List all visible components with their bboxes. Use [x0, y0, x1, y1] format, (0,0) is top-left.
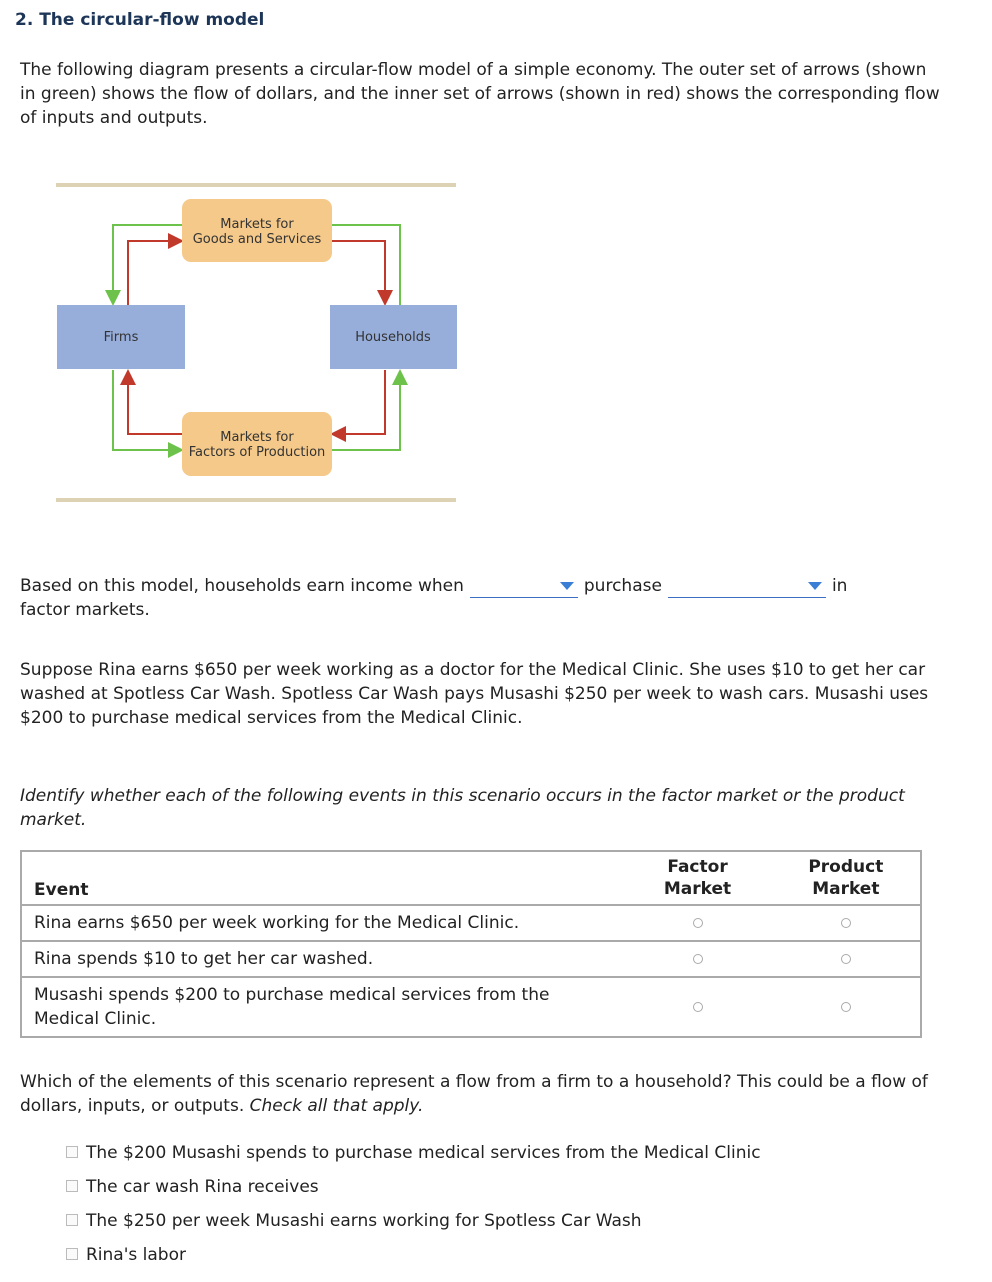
- option-row[interactable]: [66, 1175, 319, 1199]
- product-market-radio[interactable]: [841, 954, 851, 964]
- option-checkbox[interactable]: [66, 1180, 78, 1192]
- red-arrow-households-to-factors: [334, 370, 385, 434]
- flow-question-text: Which of the elements of this scenario represent a flow from a firm to a household? This could be a flow of dollars, inputs, or outputs.: [20, 1072, 928, 1116]
- event-market-table: [20, 850, 922, 1038]
- chevron-down-icon: [560, 582, 574, 590]
- option-row[interactable]: [66, 1243, 186, 1267]
- green-arrow-households-to-goods: [330, 225, 400, 305]
- goods-market-label-2: Goods and Services: [192, 232, 322, 247]
- factor-market-radio[interactable]: [693, 918, 703, 928]
- firms-label: Firms: [103, 330, 139, 345]
- product-market-radio[interactable]: [841, 1002, 851, 1012]
- sentence-part-2: purchase: [583, 576, 662, 596]
- event-column-header: Event: [21, 851, 623, 905]
- product-market-radio[interactable]: [841, 918, 851, 928]
- event-cell: Rina spends $10 to get her car washed.: [21, 941, 623, 977]
- intro-paragraph: The following diagram presents a circular-flow model of a simple economy. The outer set of arrows (shown in green) shows the flow of dollars, and the inner set of arrows (shown in red) shows the corresponding flow of inputs and outputs.: [20, 60, 940, 128]
- event-cell: Rina earns $650 per week working for the Medical Clinic.: [21, 905, 623, 941]
- sentence-part-4: factor markets.: [20, 600, 150, 620]
- table-row: [21, 905, 921, 941]
- sentence-part-1: Based on this model, households earn income when: [20, 576, 464, 596]
- sentence-part-3: in: [831, 576, 848, 596]
- factor-market-column-header: Factor Market: [623, 851, 771, 905]
- scenario-paragraph: Suppose Rina earns $650 per week working as a doctor for the Medical Clinic. She uses $10 to get her car washed at Spotless Car Wash. Spotless Car Wash pays Musashi $250 per week to wash cars. Musashi uses $200 to purchase medical services from the Medical Clinic.: [20, 660, 929, 728]
- red-arrow-firms-to-goods: [128, 241, 180, 305]
- factor-market-radio[interactable]: [693, 1002, 703, 1012]
- option-checkbox[interactable]: [66, 1214, 78, 1226]
- table-header-row: [21, 851, 921, 905]
- fill-in-sentence: [20, 574, 920, 622]
- option-label: The car wash Rina receives: [86, 1177, 319, 1197]
- table-row: [21, 941, 921, 977]
- option-label: The $250 per week Musashi earns working for Spotless Car Wash: [86, 1211, 642, 1231]
- option-label: Rina's labor: [86, 1245, 186, 1265]
- chevron-down-icon: [808, 582, 822, 590]
- option-checkbox[interactable]: [66, 1146, 78, 1158]
- option-checkbox[interactable]: [66, 1248, 78, 1260]
- flow-question-instruction: Check all that apply.: [249, 1096, 424, 1116]
- green-arrow-factors-to-households: [332, 373, 400, 450]
- purchased-item-dropdown[interactable]: [668, 575, 826, 598]
- goods-market-label-1: Markets for: [220, 217, 294, 232]
- factor-market-radio[interactable]: [693, 954, 703, 964]
- factors-market-label-1: Markets for: [220, 430, 294, 445]
- section-heading: 2. The circular-flow model: [15, 10, 265, 30]
- factors-market-label-2: Factors of Production: [188, 445, 326, 460]
- event-cell: Musashi spends $200 to purchase medical services from the Medical Clinic.: [21, 977, 623, 1037]
- green-arrow-goods-to-firms: [113, 225, 182, 302]
- red-arrow-factors-to-firms: [128, 373, 182, 434]
- green-arrow-firms-to-factors: [113, 370, 180, 450]
- households-label: Households: [355, 330, 431, 345]
- product-market-column-header: Product Market: [772, 851, 921, 905]
- income-source-dropdown[interactable]: [470, 575, 578, 598]
- table-row: [21, 977, 921, 1037]
- flow-question: [20, 1070, 940, 1118]
- red-arrow-goods-to-households: [332, 241, 385, 302]
- option-label: The $200 Musashi spends to purchase medical services from the Medical Clinic: [86, 1143, 761, 1163]
- option-row[interactable]: [66, 1209, 642, 1233]
- identify-prompt: Identify whether each of the following events in this scenario occurs in the factor market or the product market.: [20, 786, 905, 830]
- circular-flow-diagram: [40, 170, 480, 510]
- option-row[interactable]: [66, 1141, 761, 1165]
